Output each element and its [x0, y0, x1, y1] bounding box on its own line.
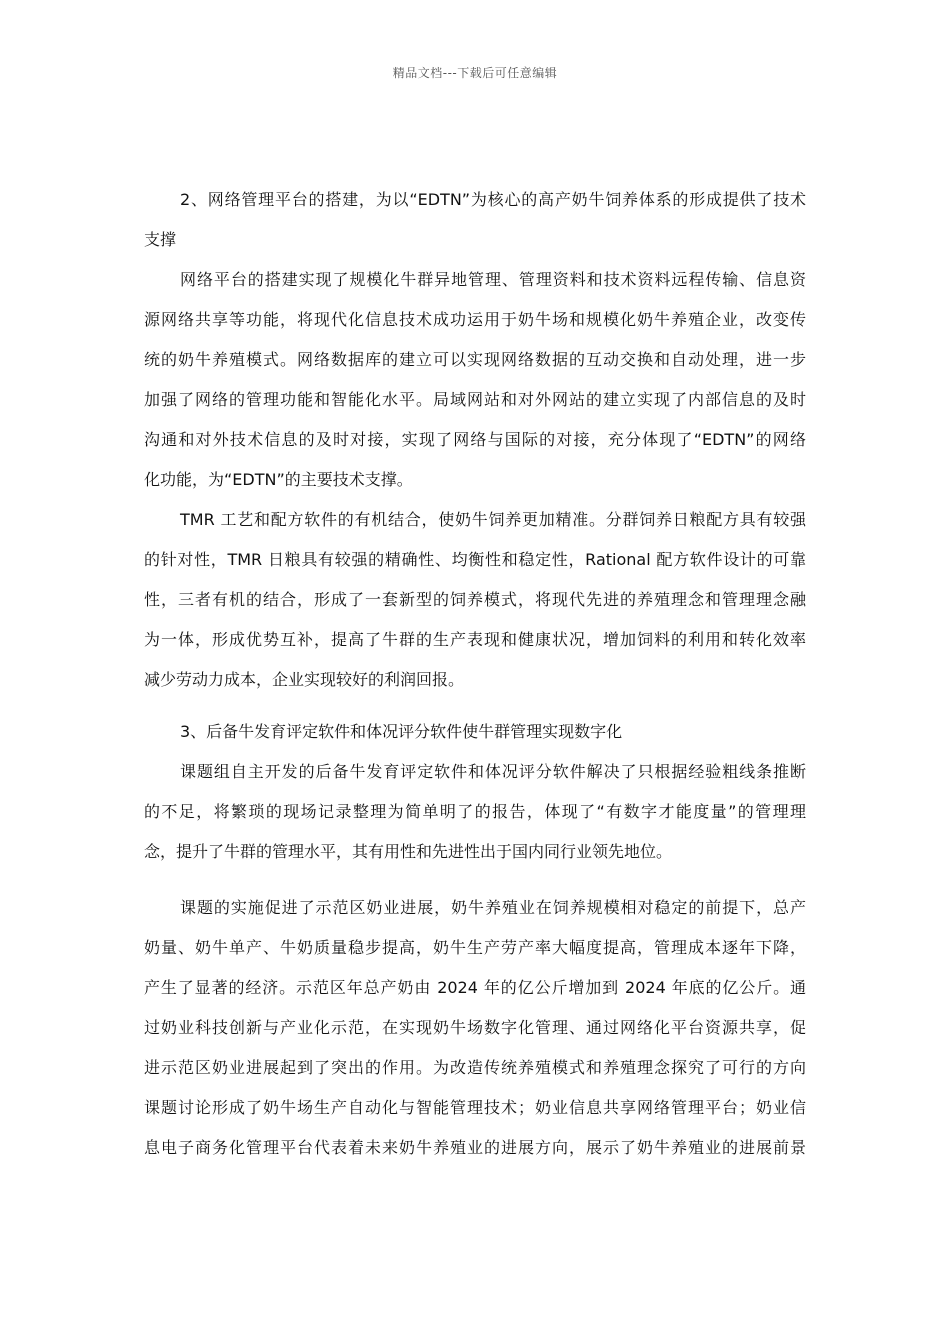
paragraph-line: 加强了网络的管理功能和智能化水平。局域网站和对外网站的建立实现了内部信息的及时 — [144, 390, 806, 409]
paragraph-line: TMR 工艺和配方软件的有机结合，使奶牛饲养更加精准。分群饲养日粮配方具有较强 — [180, 510, 806, 529]
paragraph-line: 课题的实施促进了示范区奶业进展，奶牛养殖业在饲养规模相对稳定的前提下，总产 — [180, 898, 806, 917]
paragraph-line: 课题讨论形成了奶牛场生产自动化与智能管理技术；奶业信息共享网络管理平台；奶业信 — [144, 1098, 806, 1117]
paragraph-line: 的不足，将繁琐的现场记录整理为简单明了的报告，体现了“有数字才能度量”的管理理 — [144, 802, 806, 821]
paragraph-line: 性，三者有机的结合，形成了一套新型的饲养模式，将现代先进的养殖理念和管理理念融 — [144, 590, 806, 609]
paragraph-line: 产生了显著的经济。示范区年总产奶由 2024 年的亿公斤增加到 2024 年底的亿公斤。通 — [144, 978, 806, 997]
paragraph — [144, 888, 806, 1168]
paragraph-line: 息电子商务化管理平台代表着未来奶牛养殖业的进展方向，展示了奶牛养殖业的进展前景 — [144, 1138, 806, 1157]
section-2 — [144, 180, 806, 700]
paragraph-line: 统的奶牛养殖模式。网络数据库的建立可以实现网络数据的互动交换和自动处理，进一步 — [144, 350, 806, 369]
paragraph — [144, 500, 806, 700]
paragraph-line: 进示范区奶业进展起到了突出的作用。为改造传统养殖模式和养殖理念探究了可行的方向 — [144, 1058, 806, 1077]
spacer — [144, 700, 806, 712]
paragraph-line: 的针对性，TMR 日粮具有较强的精确性、均衡性和稳定性，Rational 配方软件设计的可靠 — [144, 550, 806, 569]
document-body — [144, 180, 806, 1168]
paragraph-line: 减少劳动力成本，企业实现较好的利润回报。 — [144, 670, 465, 689]
paragraph-line: 过奶业科技创新与产业化示范，在实现奶牛场数字化管理、通过网络化平台资源共享，促 — [144, 1018, 806, 1037]
paragraph-line: 源网络共享等功能，将现代化信息技术成功运用于奶牛场和规模化奶牛养殖企业，改变传 — [144, 310, 806, 329]
paragraph — [144, 260, 806, 500]
section-heading-line: 2、网络管理平台的搭建，为以“EDTN”为核心的高产奶牛饲养体系的形成提供了技术 — [180, 190, 806, 209]
paragraph-line: 课题组自主开发的后备牛发育评定软件和体况评分软件解决了只根据经验粗线条推断 — [180, 762, 806, 781]
paragraph — [144, 752, 806, 872]
section-3 — [144, 712, 806, 872]
paragraph-line: 念，提升了牛群的管理水平，其有用性和先进性出于国内同行业领先地位。 — [144, 842, 673, 861]
paragraph-line: 化功能，为“EDTN”的主要技术支撑。 — [144, 470, 413, 489]
section-heading-line: 3、后备牛发育评定软件和体况评分软件使牛群管理实现数字化 — [180, 722, 623, 741]
paragraph-line: 奶量、奶牛单产、牛奶质量稳步提高，奶牛生产劳产率大幅度提高，管理成本逐年下降， — [144, 938, 806, 957]
conclusion-section — [144, 888, 806, 1168]
section-heading-line: 支撑 — [144, 230, 177, 249]
paragraph-line: 网络平台的搭建实现了规模化牛群异地管理、管理资料和技术资料远程传输、信息资 — [180, 270, 806, 289]
spacer — [144, 872, 806, 888]
paragraph-line: 沟通和对外技术信息的及时对接，实现了网络与国际的对接，充分体现了“EDTN”的网络 — [144, 430, 806, 449]
paragraph-line: 为一体，形成优势互补，提高了牛群的生产表现和健康状况，增加饲料的利用和转化效率 — [144, 630, 806, 649]
page-header: 精品文档---下载后可任意编辑 — [392, 66, 558, 80]
